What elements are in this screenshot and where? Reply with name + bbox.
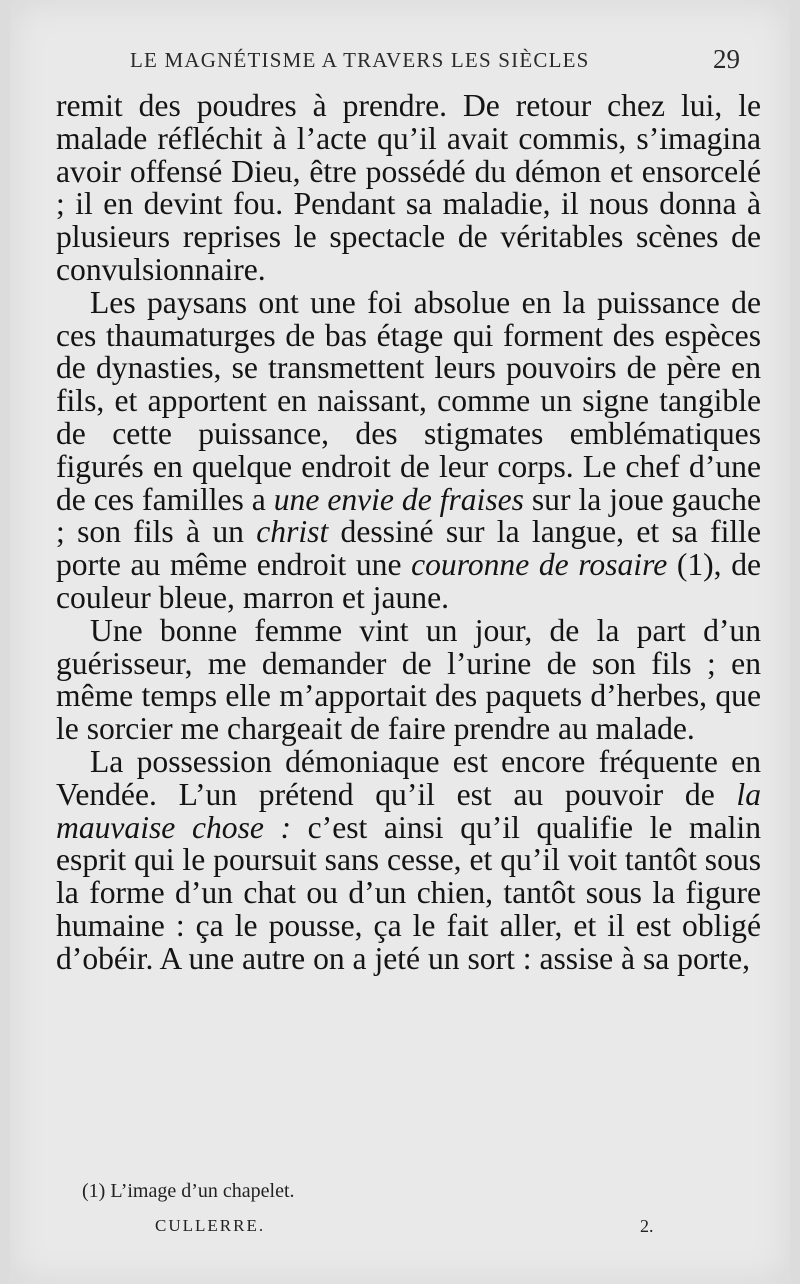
paragraph-2-italic-couronne: couronne de rosaire: [411, 547, 668, 583]
paragraph-4: [56, 743, 761, 976]
body-text: [56, 90, 761, 976]
paragraph-1: remit des poudres à prendre. De retour chez lui, le malade réfléchit à l’acte qu’il avait commis, s’imagina avoir offensé Dieu, être possédé du démon et ensorcelé ; il en devint fou. Pendant sa maladie, il nous donna à plusieurs reprises le spectacle de véritables scènes de convulsionnaire.: [56, 88, 761, 287]
book-page: [10, 0, 790, 1284]
page-header: [130, 44, 740, 78]
paragraph-4-text-a: La possession démoniaque est encore fréquente en Vendée. L’un prétend qu’il est au pouvoir de: [56, 743, 761, 812]
running-title: LE MAGNÉTISME A TRAVERS LES SIÈCLES: [130, 48, 590, 72]
paragraph-2-italic-envie: une envie de fraises: [273, 481, 524, 517]
paragraph-4-italic-mauvaise-chose: la mauvaise chose :: [56, 776, 761, 845]
page-number: 29: [713, 44, 740, 74]
paragraph-3: Une bonne femme vint un jour, de la part d’un guérisseur, me demander de l’urine de son fils ; en même temps elle m’apportait des paquets d’herbes, que le sorcier me chargeait de faire prendre au malade.: [56, 612, 761, 747]
footnote: (1) L’image d’un chapelet.: [82, 1180, 295, 1202]
paragraph-2-text-c: sur la joue gauche ; son fils à un: [56, 481, 761, 550]
paragraph-4-text-c: c’est ainsi qu’il qualifie le malin esprit qui le poursuit sans cesse, et qu’il voit tantôt sous la forme d’un chat ou d’un chien, tantôt sous la figure humaine : ça le pousse, ça le fait aller, et il est obligé d’obéir. A une autre on a jeté un sort : assise à sa porte,: [56, 809, 761, 976]
sheet-number: 2.: [640, 1216, 654, 1236]
paragraph-2: [56, 284, 762, 615]
paragraph-2-text-a: Les paysans ont une foi absolue en la puissance de ces thaumaturges de bas étage qui forment des espèces de dynasties, se transmettent leurs pouvoirs de père en fils, et apportent en naissant, comme un signe tangible de cette puissance, des stigmates emblématiques figurés en quelque endroit de leur corps. Le chef d’une de ces familles a: [56, 284, 761, 517]
paragraph-2-italic-christ: christ: [256, 514, 329, 550]
paragraph-2-text-g: (1), de couleur bleue, marron et jaune.: [56, 547, 762, 615]
paragraph-2-text-e: dessiné sur la langue, et sa fille porte au même endroit une: [56, 514, 761, 583]
signature-mark: CULLERRE.: [155, 1216, 266, 1235]
